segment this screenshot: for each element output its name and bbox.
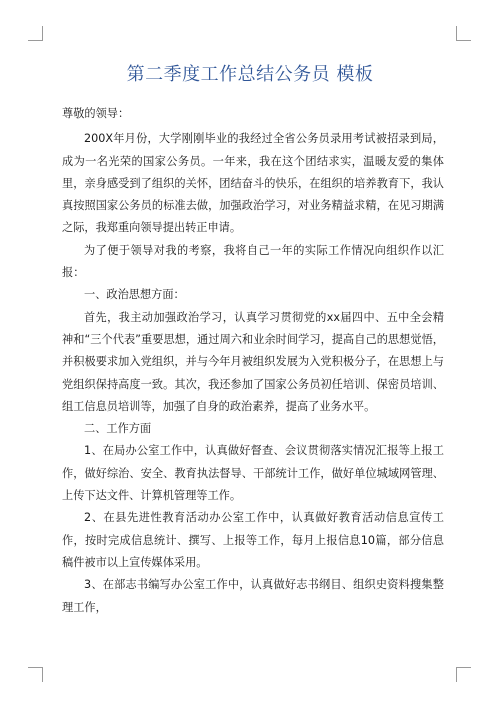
paragraph-report-lead: 为了便于领导对我的考察，我将自己一年的实际工作情况向组织作以汇报：: [62, 243, 444, 280]
crop-mark-bottom-right: [456, 667, 471, 682]
crop-mark-top-right: [456, 26, 471, 41]
document-title: 第二季度工作总结公务员 模板: [126, 64, 374, 85]
paragraph-intro: 200X年月份，大学刚刚毕业的我经过全省公务员录用考试被招录到局，成为一名光荣的国家公务员。一年来，我在这个团结求实，温暖友爱的集体里，亲身感受到了组织的关怀，团结奋斗的快乐，在组织的培养教育下，我认真按照国家公务员的标准去做，加强政治学习，对业务精益求精，在见习期满之际，我郑重向领导提出转正申请。: [62, 132, 444, 235]
paragraph-work-1: 1、在局办公室工作中，认真做好督查、会议贯彻落实情况汇报等上报工作，做好综治、安全、教育执法督导、干部统计工作，做好单位城域网管理、上传下达文件、计算机管理等工作。: [62, 444, 444, 503]
crop-mark-bottom-left: [28, 667, 43, 682]
paragraph-work-3: 3、在部志书编写办公室工作中，认真做好志书纲目、组织史资料搜集整理工作，: [62, 578, 444, 614]
paragraph-political: 首先，我主动加强政治学习，认真学习贯彻党的xx届四中、五中全会精神和“三个代表”重要思想，通过周六和业余时间学习，提高自己的思想觉悟，并积极要求加入党组织，并与今年月被组织发展为入党积极分子，在思想上与党组织保持高度一致。其次，我还参加了国家公务员初任培训、保密员培训、组工信息员培训等，加强了自身的政治素养，提高了业务水平。: [62, 310, 444, 413]
section-heading-work: 二、工作方面: [84, 422, 152, 436]
document-body: [62, 103, 444, 619]
crop-mark-top-left: [28, 26, 43, 41]
paragraph-work-2: 2、在县先进性教育活动办公室工作中，认真做好教育活动信息宣传工作，按时完成信息统计、撰写、上报等工作，每月上报信息10篇，部分信息稿件被市以上宣传媒体采用。: [62, 511, 444, 569]
salutation: 尊敬的领导：: [62, 107, 130, 120]
section-heading-political: 一、政治思想方面：: [84, 288, 185, 302]
